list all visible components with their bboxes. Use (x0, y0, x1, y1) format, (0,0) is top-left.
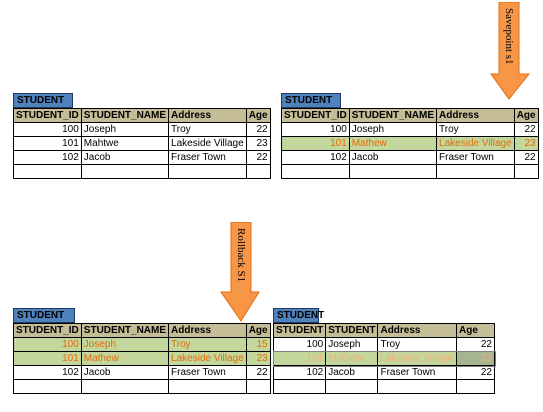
col-address: Address (437, 109, 515, 123)
cell-name: Mathew (81, 352, 168, 366)
cell-age: 22 (514, 123, 538, 137)
table-row (14, 366, 271, 380)
cell-id: 102 (14, 366, 82, 380)
rollback-label: Rollback S1 (235, 228, 247, 283)
col-student-id: STUDENT_ID (14, 324, 82, 338)
col-address: Address (169, 324, 247, 338)
col-address: Address (378, 324, 457, 338)
cell-address: Lakeside Village (378, 352, 457, 366)
cell-id: 100 (14, 338, 82, 352)
cell-address: Fraser Town (169, 151, 247, 165)
cell-id: 101 (14, 137, 82, 151)
table-row (14, 137, 271, 151)
table-row (14, 151, 271, 165)
cell-name: Joseph (326, 338, 378, 352)
header-row (274, 324, 495, 338)
cell-address: Fraser Town (378, 366, 457, 380)
col-student-name: STUDENT_NAME (81, 109, 168, 123)
col-student-name: STUDENT_NAME (81, 324, 168, 338)
cell-name: Joseph (81, 123, 168, 137)
table-name-tag: STUDENT (273, 308, 319, 323)
cell-age: 22 (457, 366, 495, 380)
cell-age: 23 (457, 352, 495, 366)
table-row (14, 123, 271, 137)
rollback-arrow (220, 222, 260, 322)
table-row-highlighted (14, 338, 271, 352)
table-row (282, 123, 539, 137)
cell-age: 23 (514, 137, 538, 151)
cell-id: 100 (274, 338, 326, 352)
table-name-tag: STUDENT (13, 93, 73, 108)
header-row (14, 109, 271, 123)
cell-name: Joseph (349, 123, 436, 137)
col-age: Age (246, 109, 270, 123)
cell-id: 101 (282, 137, 350, 151)
savepoint-label: Savepoint s1 (503, 8, 515, 65)
col-student-name: STUDENT_NAME (349, 109, 436, 123)
cell-id: 101 (14, 352, 82, 366)
cell-age: 22 (246, 123, 270, 137)
cell-id: 100 (282, 123, 350, 137)
cell-address: Troy (169, 123, 247, 137)
cell-address: Troy (378, 338, 457, 352)
table-row (274, 366, 495, 380)
col-age: Age (246, 324, 270, 338)
cell-id: 102 (14, 151, 82, 165)
col-address: Address (169, 109, 247, 123)
table-name-tag: STUDENT (281, 93, 341, 108)
cell-age: 22 (246, 366, 270, 380)
cell-age: 15 (246, 338, 270, 352)
cell-id: 101 (274, 352, 326, 366)
table-row (274, 338, 495, 352)
empty-row (282, 165, 539, 179)
cell-name: Jacob (349, 151, 436, 165)
cell-address: Troy (437, 123, 515, 137)
table-name-tag: STUDENT (13, 308, 75, 323)
empty-row (14, 380, 271, 394)
cell-id: 102 (274, 366, 326, 380)
table-row (282, 151, 539, 165)
cell-address: Fraser Town (437, 151, 515, 165)
table-row-highlighted (274, 352, 495, 366)
table-row-highlighted (14, 352, 271, 366)
col-student-id: STUDENT_ID (14, 109, 82, 123)
cell-id: 102 (282, 151, 350, 165)
header-row (282, 109, 539, 123)
cell-id: 100 (14, 123, 82, 137)
col-student-name: STUDENT (326, 324, 378, 338)
cell-address: Fraser Town (169, 366, 247, 380)
cell-name: Joseph (81, 338, 168, 352)
col-student-id: STUDENT_ID (282, 109, 350, 123)
cell-address: Lakeside Village (169, 352, 247, 366)
cell-address: Lakeside Village (169, 137, 247, 151)
savepoint-arrow (490, 2, 530, 100)
cell-age: 22 (246, 151, 270, 165)
empty-row (274, 380, 495, 394)
col-age: Age (514, 109, 538, 123)
cell-age: 23 (246, 352, 270, 366)
col-student-id: STUDENT (274, 324, 326, 338)
header-row (14, 324, 271, 338)
cell-name: Mathew (349, 137, 436, 151)
table-row-highlighted (282, 137, 539, 151)
col-age: Age (457, 324, 495, 338)
cell-name: Mahtwe (81, 137, 168, 151)
cell-name: Jacob (81, 151, 168, 165)
cell-name: Jacob (326, 366, 378, 380)
cell-age: 22 (457, 338, 495, 352)
cell-name: Mathew (326, 352, 378, 366)
empty-row (14, 165, 271, 179)
cell-address: Lakeside Village (437, 137, 515, 151)
cell-age: 22 (514, 151, 538, 165)
cell-address: Troy (169, 338, 247, 352)
cell-name: Jacob (81, 366, 168, 380)
cell-age: 23 (246, 137, 270, 151)
